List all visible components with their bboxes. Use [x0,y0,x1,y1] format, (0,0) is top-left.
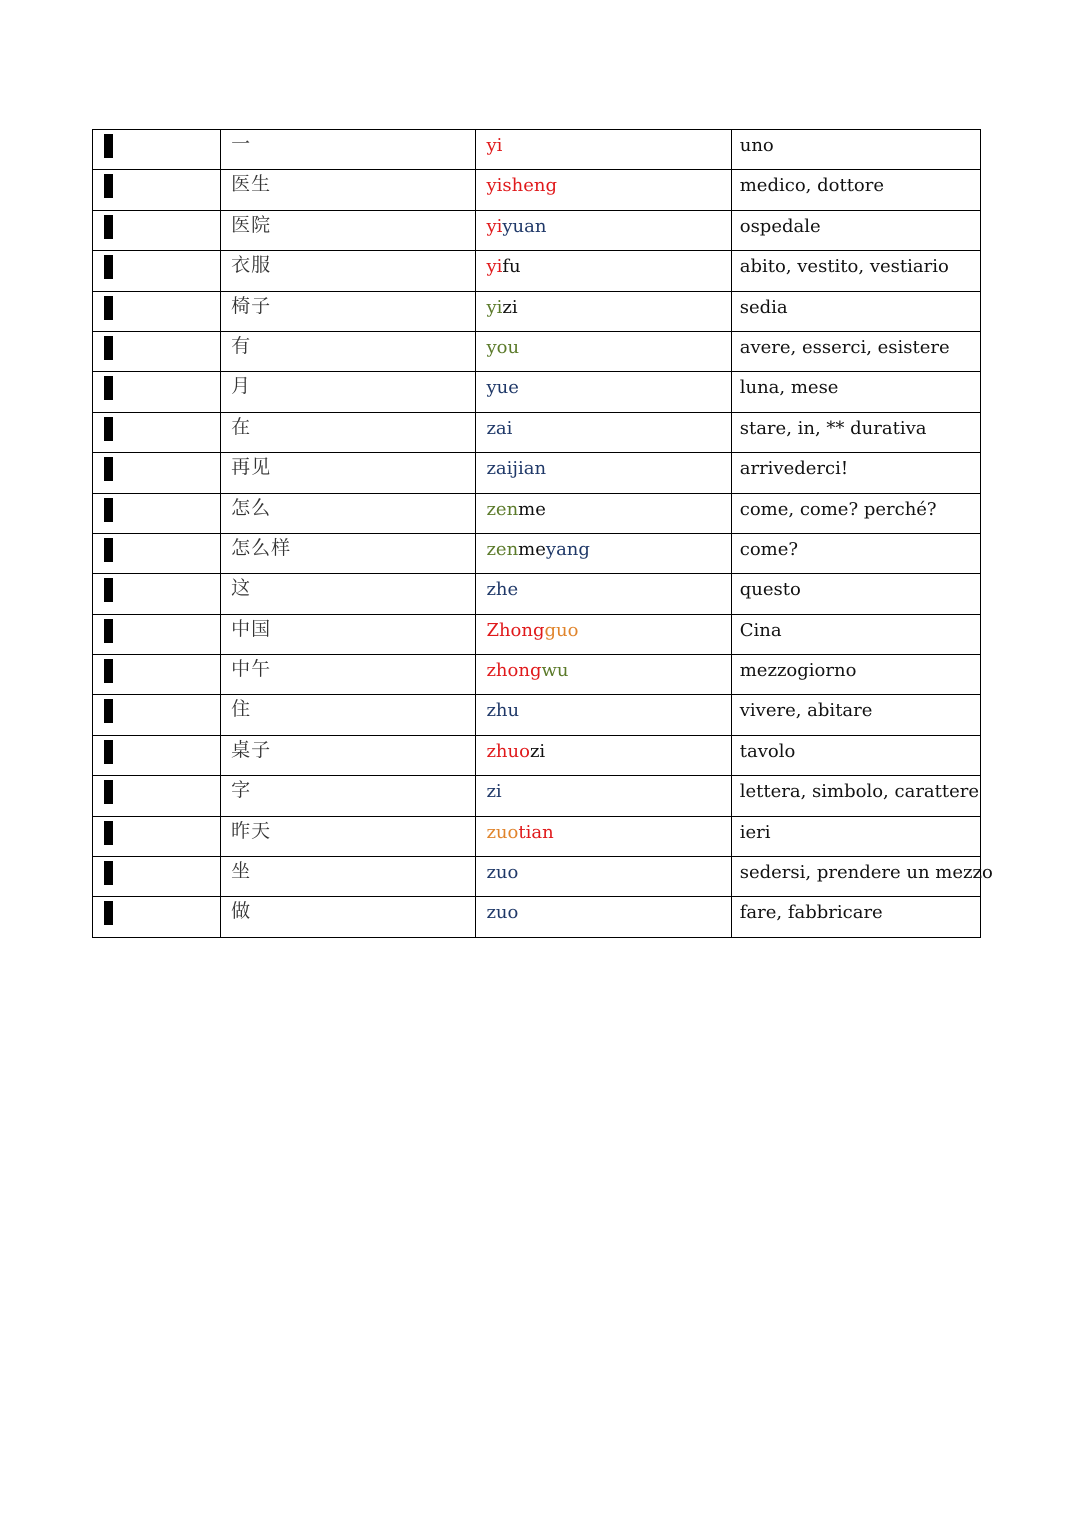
pinyin-syllable: zen [486,498,519,520]
marker-cell [93,372,221,412]
pinyin-cell [476,816,731,856]
meaning-cell [731,251,980,291]
hanzi-cell [221,251,476,291]
row-marker-bar [104,417,113,441]
marker-cell [93,331,221,371]
table-row [93,735,981,775]
pinyin-syllable: zaijian [486,458,547,480]
marker-cell [93,816,221,856]
hanzi-cell [221,493,476,533]
marker-cell [93,735,221,775]
table-row [93,857,981,897]
pinyin-syllable: zi [529,740,546,762]
pinyin-syllable: zi [502,296,518,318]
meaning-text: Cina [739,619,782,641]
meaning-cell [731,816,980,856]
meaning-cell [731,655,980,695]
pinyin-syllable: fu [502,256,521,278]
meaning-text: come, come? perché? [739,498,937,520]
hanzi-cell [221,453,476,493]
pinyin-cell [476,372,731,412]
pinyin-syllable: zen [486,538,519,560]
table-row [93,130,981,170]
pinyin-syllable: Zhong [486,619,545,641]
meaning-text: uno [739,135,774,156]
pinyin-syllable: yi [486,256,503,278]
meaning-cell [731,897,980,937]
table-row [93,574,981,614]
marker-cell [93,897,221,937]
table-row [93,493,981,533]
meaning-cell [731,574,980,614]
meaning-cell [731,372,980,412]
pinyin-syllable: zuo [486,862,519,884]
marker-cell [93,493,221,533]
hanzi-text: 再见 [231,456,272,479]
meaning-cell [731,453,980,493]
meaning-cell [731,493,980,533]
table-row [93,533,981,573]
pinyin-syllable: me [518,498,546,520]
meaning-text: vivere, abitare [739,700,873,722]
meaning-cell [731,291,980,331]
table-row [93,291,981,331]
meaning-text: abito, vestito, vestiario [739,256,949,278]
marker-cell [93,574,221,614]
hanzi-cell [221,655,476,695]
pinyin-cell [476,614,731,654]
pinyin-syllable: zhuo [486,740,530,762]
row-marker-bar [104,740,113,764]
pinyin-cell [476,574,731,614]
marker-cell [93,614,221,654]
hanzi-cell [221,130,476,170]
row-marker-bar [104,498,113,522]
pinyin-syllable: zhe [486,579,519,601]
row-marker-bar [104,861,113,885]
pinyin-cell [476,291,731,331]
hanzi-cell [221,533,476,573]
meaning-text: ospedale [739,215,821,237]
marker-cell [93,170,221,210]
pinyin-cell [476,251,731,291]
meaning-text: medico, dottore [739,175,885,197]
row-marker-bar [104,538,113,562]
hanzi-text: 衣服 [231,254,272,277]
pinyin-cell [476,453,731,493]
meaning-text: come? [739,538,799,560]
table-row [93,210,981,250]
meaning-text: avere, esserci, esistere [739,336,950,358]
marker-cell [93,412,221,452]
meaning-cell [731,210,980,250]
hanzi-text: 怎么 [231,496,272,519]
hanzi-text: 有 [231,334,252,357]
pinyin-syllable: yue [486,377,519,399]
hanzi-cell [221,816,476,856]
meaning-cell [731,130,980,170]
meaning-text: sedia [739,296,788,318]
hanzi-text: 住 [231,698,252,721]
meaning-cell [731,170,980,210]
hanzi-cell [221,210,476,250]
table-row [93,412,981,452]
row-marker-bar [104,134,113,158]
pinyin-syllable: zhu [486,700,520,722]
meaning-text: stare, in, ** durativa [739,417,927,439]
pinyin-cell [476,533,731,573]
pinyin-cell [476,493,731,533]
table-row [93,453,981,493]
pinyin-syllable: me [518,538,546,560]
pinyin-syllable: wu [541,660,569,682]
pinyin-cell [476,897,731,937]
meaning-text: luna, mese [739,377,839,399]
hanzi-text: 中午 [231,658,272,681]
marker-cell [93,776,221,816]
pinyin-cell [476,331,731,371]
meaning-text: arrivederci! [739,458,849,480]
pinyin-cell [476,170,731,210]
hanzi-cell [221,170,476,210]
row-marker-bar [104,821,113,845]
meaning-text: ieri [739,821,771,843]
table-row [93,695,981,735]
vocabulary-table [92,129,993,938]
pinyin-cell [476,735,731,775]
marker-cell [93,251,221,291]
pinyin-syllable: tian [518,821,554,843]
row-marker-bar [104,659,113,683]
table-row [93,655,981,695]
meaning-text: mezzogiorno [739,660,857,682]
row-marker-bar [104,215,113,239]
pinyin-syllable: zuo [486,902,519,924]
pinyin-cell [476,130,731,170]
pinyin-cell [476,412,731,452]
pinyin-syllable: yi [486,135,503,156]
hanzi-text: 月 [231,375,252,398]
marker-cell [93,533,221,573]
row-marker-bar [104,699,113,723]
row-marker-bar [104,336,113,360]
vocabulary-table-body [93,130,993,938]
row-marker-bar [104,578,113,602]
marker-cell [93,130,221,170]
pinyin-syllable: yang [545,538,590,560]
marker-cell [93,210,221,250]
hanzi-text: 医生 [231,173,272,196]
hanzi-cell [221,695,476,735]
pinyin-syllable: you [486,336,520,358]
row-marker-bar [104,619,113,643]
table-row [93,816,981,856]
pinyin-syllable: yi [486,215,503,237]
pinyin-cell [476,655,731,695]
hanzi-text: 在 [231,415,252,438]
hanzi-cell [221,372,476,412]
pinyin-syllable: yuan [502,215,547,237]
pinyin-syllable: zhong [486,660,542,682]
pinyin-cell [476,695,731,735]
hanzi-text: 椅子 [231,294,272,317]
pinyin-cell [476,857,731,897]
meaning-cell [731,735,980,775]
table-row [93,897,981,937]
pinyin-syllable: zai [486,417,513,439]
hanzi-cell [221,331,476,371]
meaning-cell [731,695,980,735]
marker-cell [93,453,221,493]
hanzi-text: 怎么样 [231,536,292,559]
marker-cell [93,655,221,695]
marker-cell [93,695,221,735]
hanzi-text: 昨天 [231,819,272,842]
meaning-cell [731,533,980,573]
row-marker-bar [104,780,113,804]
hanzi-cell [221,412,476,452]
meaning-cell [731,412,980,452]
hanzi-cell [221,776,476,816]
row-marker-bar [104,174,113,198]
hanzi-text: 这 [231,577,252,600]
marker-cell [93,291,221,331]
row-marker-bar [104,255,113,279]
marker-cell [93,857,221,897]
meaning-text: sedersi, prendere un mezzo [739,862,993,884]
row-marker-bar [104,376,113,400]
hanzi-text: 字 [231,779,252,802]
hanzi-cell [221,735,476,775]
meaning-text: questo [739,579,801,601]
hanzi-cell [221,897,476,937]
pinyin-cell [476,776,731,816]
hanzi-text: 医院 [231,213,272,236]
row-marker-bar [104,296,113,320]
meaning-text: tavolo [739,740,796,762]
table-row [93,776,981,816]
hanzi-cell [221,291,476,331]
hanzi-text: 做 [231,900,252,923]
meaning-cell [731,614,980,654]
hanzi-cell [221,574,476,614]
meaning-cell [731,857,993,897]
pinyin-syllable: zi [486,781,502,803]
table-row [93,331,981,371]
table-row [93,614,981,654]
hanzi-text: 中国 [231,617,272,640]
table-row [93,170,981,210]
table-row [93,372,981,412]
pinyin-syllable: yi [486,296,503,318]
hanzi-text: 桌子 [231,738,272,761]
hanzi-text: 一 [231,133,252,155]
row-marker-bar [104,901,113,925]
row-marker-bar [104,457,113,481]
pinyin-syllable: zuo [486,821,519,843]
meaning-cell [731,776,980,816]
meaning-text: fare, fabbricare [739,902,883,924]
pinyin-cell [476,210,731,250]
meaning-text: lettera, simbolo, carattere [739,781,980,803]
table-row [93,251,981,291]
hanzi-cell [221,857,476,897]
pinyin-syllable: yisheng [486,175,557,197]
hanzi-text: 坐 [231,860,252,883]
meaning-cell [731,331,980,371]
pinyin-syllable: guo [544,619,579,641]
hanzi-cell [221,614,476,654]
